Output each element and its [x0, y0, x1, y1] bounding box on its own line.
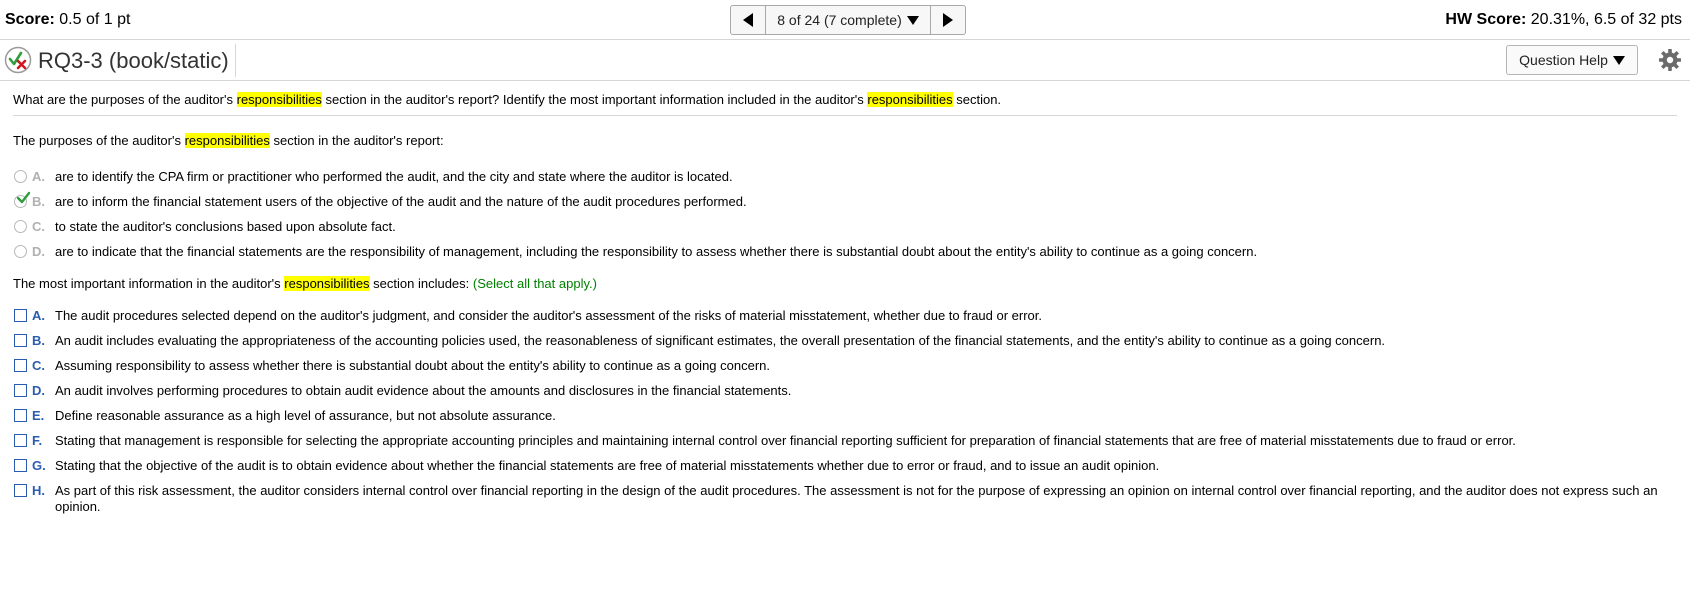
part1-label-text: The purposes of the auditor's	[13, 133, 185, 148]
option-letter: H.	[32, 483, 45, 498]
radio-option-b[interactable]	[13, 189, 1677, 214]
question-text-part: section in the auditor's report? Identify the most important information included in the auditor's	[321, 92, 868, 107]
checkbox-option-d[interactable]	[13, 378, 1677, 403]
option-text: Define reasonable assurance as a high level of assurance, but not absolute assurance.	[55, 407, 556, 423]
checkbox[interactable]	[14, 334, 27, 347]
option-letter: D.	[32, 244, 45, 259]
option-letter: C.	[32, 219, 45, 234]
checkbox-option-c[interactable]	[13, 353, 1677, 378]
checkbox[interactable]	[14, 309, 27, 322]
page-title: RQ3-3 (book/static)	[38, 48, 229, 73]
checkbox[interactable]	[14, 384, 27, 397]
highlighted-term: responsibilities	[236, 92, 322, 107]
option-letter: A.	[32, 169, 45, 184]
part1-label	[13, 133, 1677, 149]
option-letter: G.	[32, 458, 46, 473]
question-select-dropdown[interactable]	[766, 6, 930, 34]
correct-check-icon	[15, 191, 31, 205]
option-text: are to inform the financial statement users of the objective of the audit and the nature of the audit procedures performed.	[55, 193, 747, 209]
score	[5, 11, 130, 29]
radio-option-d[interactable]	[13, 239, 1677, 264]
option-letter: B.	[32, 333, 45, 348]
caret-down-icon	[907, 16, 919, 25]
option-text: An audit involves performing procedures to obtain audit evidence about the amounts and disclosures in the financial statements.	[55, 382, 792, 398]
checkbox-option-b[interactable]	[13, 328, 1677, 353]
question-text-part: section.	[952, 92, 1002, 107]
previous-question-button[interactable]	[731, 6, 766, 34]
option-text: are to indicate that the financial statements are the responsibility of management, including the responsibility to assess whether there is substantial doubt about the entity's ability to continue as a going concern.	[55, 243, 1258, 259]
hw-score	[1445, 11, 1682, 29]
option-text: Assuming responsibility to assess whether there is substantial doubt about the entity's ability to continue as a going concern.	[55, 357, 770, 373]
option-letter: B.	[32, 194, 45, 209]
option-text: As part of this risk assessment, the auditor considers internal control over financial reporting in the design of the audit procedures. The assessment is not for the purpose of expressing an opinion on internal control over financial reporting, and the auditor does not express such an opinion.	[55, 483, 1658, 514]
question-help-button[interactable]	[1506, 45, 1638, 75]
option-letter: E.	[32, 408, 45, 423]
option-text: An audit includes evaluating the appropriateness of the accounting policies used, the reasonableness of significant estimates, the overall presentation of the financial statements, and the entity's ability to continue as a going concern.	[55, 332, 1386, 348]
part2-label-text: section includes:	[369, 275, 473, 291]
caret-down-icon	[1613, 56, 1625, 65]
radio-button[interactable]	[14, 170, 27, 183]
checkbox-option-g[interactable]	[13, 453, 1677, 478]
highlighted-term: responsibilities	[867, 92, 953, 107]
option-letter: A.	[32, 308, 45, 323]
select-all-hint: (Select all that apply.)	[472, 275, 597, 291]
score-value: 0.5 of 1 pt	[59, 11, 131, 28]
part1-label-text: section in the auditor's report:	[269, 133, 444, 148]
checkbox[interactable]	[14, 484, 27, 497]
option-text: Stating that management is responsible for selecting the appropriate accounting principles and maintaining internal control over financial reporting sufficient for preparation of financial statements that are free of material misstatements due to fraud or error.	[55, 432, 1516, 448]
checkbox-option-e[interactable]	[13, 403, 1677, 428]
title-bar	[0, 40, 1690, 81]
checkbox-option-h[interactable]	[13, 478, 1677, 512]
title-divider	[235, 44, 236, 77]
option-text: to state the auditor's conclusions based upon absolute fact.	[55, 218, 396, 234]
checkbox[interactable]	[14, 359, 27, 372]
option-letter: D.	[32, 383, 45, 398]
part2-options	[13, 303, 1677, 512]
option-letter: C.	[32, 358, 45, 373]
radio-button[interactable]	[14, 245, 27, 258]
checkbox[interactable]	[14, 409, 27, 422]
checkbox[interactable]	[14, 459, 27, 472]
question-text	[13, 81, 1677, 116]
checkbox[interactable]	[14, 434, 27, 447]
partial-credit-status-icon	[4, 46, 32, 74]
option-text: are to identify the CPA firm or practitioner who performed the audit, and the city and state where the auditor is located.	[55, 168, 733, 184]
option-text: The audit procedures selected depend on the auditor's judgment, and consider the auditor's assessment of the risks of material misstatement, whether due to fraud or error.	[55, 307, 1043, 323]
question-content	[0, 81, 1690, 512]
part2-label-text: The most important information in the auditor's	[13, 275, 285, 291]
question-help-label: Question Help	[1519, 52, 1608, 68]
hw-score-value: 20.31%, 6.5 of 32 pts	[1530, 11, 1682, 28]
arrow-right-icon	[943, 13, 953, 27]
highlighted-term: responsibilities	[184, 133, 270, 148]
arrow-left-icon	[743, 13, 753, 27]
highlighted-term: responsibilities	[284, 275, 370, 291]
question-text-part: What are the purposes of the auditor's	[13, 92, 237, 107]
radio-option-a[interactable]	[13, 164, 1677, 189]
checkbox-option-a[interactable]	[13, 303, 1677, 328]
part1-options	[13, 164, 1677, 264]
question-navigator	[730, 5, 966, 35]
radio-option-c[interactable]	[13, 214, 1677, 239]
score-label: Score:	[5, 11, 55, 28]
next-question-button[interactable]	[930, 6, 965, 34]
gear-icon[interactable]	[1658, 48, 1682, 72]
question-position: 8 of 24 (7 complete)	[777, 12, 902, 28]
checkbox-option-f[interactable]	[13, 428, 1677, 453]
part2-label	[13, 272, 1677, 294]
top-bar	[0, 0, 1690, 40]
hw-score-label: HW Score:	[1445, 11, 1527, 28]
option-text: Stating that the objective of the audit is to obtain evidence about whether the financial statements are free of material misstatements whether due to error or fraud, and to issue an audit opinion.	[55, 457, 1160, 473]
option-letter: F.	[32, 433, 43, 448]
radio-button[interactable]	[14, 220, 27, 233]
